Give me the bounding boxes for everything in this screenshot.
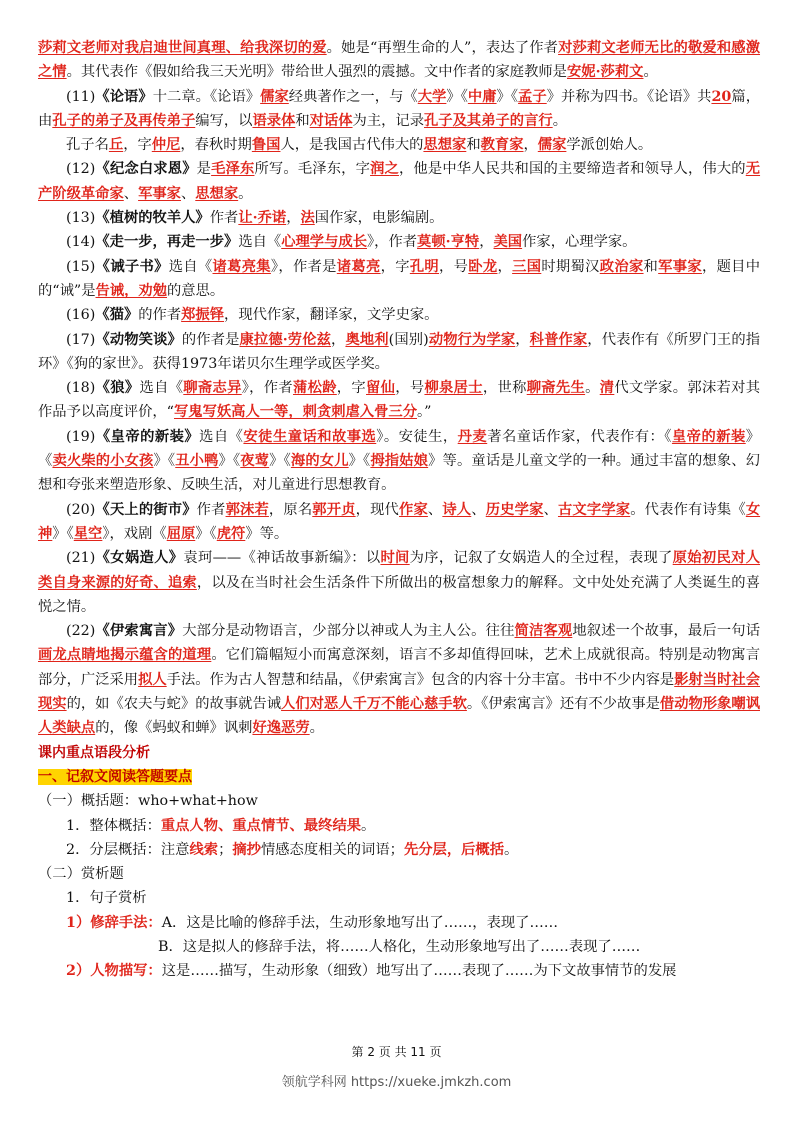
emphasized-text: 丑小鸭 [175, 453, 219, 470]
emphasized-text: 思想家 [195, 185, 239, 202]
emphasized-text: 《动物笑谈》 [95, 331, 182, 348]
emphasized-text: 教育家 [480, 137, 524, 154]
body-text: 这是……描写，生动形象（细致）地写出了……表现了……为下文故事情节的发展 [161, 963, 677, 980]
emphasized-text: 时间 [380, 550, 410, 567]
emphasized-text: 《皇帝的新装》 [95, 428, 200, 445]
body-text: 课内重点语段分析 [38, 744, 150, 761]
body-text: 》等。 [245, 525, 289, 542]
emphasized-text: 聊斋志异 [183, 380, 242, 397]
body-text: ，现代作家，翻译家，文学史家。 [224, 307, 439, 324]
body-text: 的作者是 [181, 331, 240, 348]
body-text: (13) [66, 210, 96, 227]
body-text: 》等。童话是儿童文学的一种。通过丰富的想象、幻想和夸张来塑造形象、反映生活，对儿童进行思想教育。 [38, 453, 761, 494]
emphasized-text: 拇指姑娘 [370, 453, 429, 470]
body-text: ，号 [395, 380, 425, 397]
footer-watermark: 领航学科网 https://xueke.jmkzh.com [281, 1075, 512, 1090]
paragraph [38, 328, 760, 377]
emphasized-text: 中庸 [467, 88, 497, 105]
paragraph [38, 376, 760, 425]
paragraph [38, 85, 760, 134]
body-text: ，号 [439, 258, 469, 275]
emphasized-text: 动物行为学家 [428, 331, 516, 348]
emphasized-text: 法 [300, 210, 315, 227]
body-text: 和 [466, 137, 481, 154]
body-text: 》《 [195, 525, 217, 542]
document-body [38, 36, 760, 984]
body-text: ，字 [123, 137, 152, 154]
body-text: 、 [180, 185, 196, 202]
emphasized-text: 军事家 [138, 185, 181, 202]
emphasized-text: 鲁国 [251, 137, 281, 154]
emphasized-text: 无产阶级革命家 [38, 161, 761, 202]
body-text: ，字 [380, 258, 410, 275]
body-text: 情感态度相关的词语； [260, 841, 404, 858]
paragraph [38, 838, 760, 862]
emphasized-text: 历史学家 [485, 501, 544, 518]
body-text: 作家，心理学家。 [522, 234, 637, 251]
emphasized-text: 20 [711, 88, 732, 105]
emphasized-text: 三国 [512, 258, 542, 275]
paragraph [38, 619, 760, 740]
body-text: 》《 [269, 453, 291, 470]
emphasized-text: 丘 [108, 137, 124, 154]
body-text: 选自《 [139, 380, 184, 397]
paragraph [38, 935, 760, 959]
body-text: (15) [66, 258, 96, 275]
body-text: 和 [295, 112, 310, 129]
emphasized-text: 蒲松龄 [292, 380, 337, 397]
emphasized-text: 重点人物、重点情节、最终结果 [160, 817, 362, 834]
body-text: 。” [417, 404, 432, 421]
body-text: 的意思。 [167, 282, 225, 299]
emphasized-text: 郭开贞 [312, 501, 356, 518]
paragraph [38, 789, 760, 813]
emphasized-text: 毛泽东 [211, 161, 255, 178]
body-text: 。她是“再塑生命的人”，表达了作者 [326, 40, 559, 56]
emphasized-text: 告诫，劝勉 [95, 282, 167, 299]
emphasized-text: 心理学与成长 [281, 234, 367, 251]
body-text: 国作家，电影编剧。 [314, 210, 444, 227]
emphasized-text: 线索 [189, 841, 219, 858]
emphasized-text: 军事家 [658, 258, 702, 275]
emphasized-text: 虎符 [216, 525, 246, 542]
body-text: 的，像《蚂蚁和蝉》讽刺 [95, 720, 253, 737]
emphasized-text: 柳泉居士 [424, 380, 483, 397]
emphasized-text: 《狼》 [95, 380, 140, 397]
paragraph [38, 814, 760, 838]
body-text: (18) [66, 380, 96, 397]
emphasized-text: 写鬼写妖高人一等，刺贪刺虐入骨三分 [173, 404, 418, 421]
emphasized-text: 《伊索寓言》 [95, 623, 183, 640]
body-text: 》并称为四书。《论语》共 [546, 88, 712, 105]
emphasized-text: 古文字学家 [557, 501, 631, 518]
paragraph [38, 498, 760, 547]
body-text: ， [331, 331, 346, 348]
body-text: 经典著作之一，与《 [288, 88, 418, 105]
emphasized-text: 诸葛亮 [336, 258, 381, 275]
emphasized-text: 影射当时社会现实 [38, 671, 760, 713]
emphasized-text: 一、记叙文阅读答题要点 [38, 768, 192, 785]
emphasized-text: 语录体 [252, 112, 296, 129]
body-text: 和 [643, 258, 659, 275]
emphasized-text: 拟人 [138, 671, 167, 688]
body-text: (12) [66, 161, 96, 178]
emphasized-text: 屈原 [166, 525, 196, 542]
emphasized-text: 原始初民对人类自身来源的好奇、追索 [38, 550, 761, 591]
body-text: 学派创始人。 [566, 137, 653, 154]
emphasized-text: 大学 [417, 88, 447, 105]
emphasized-text: 星空 [73, 525, 103, 542]
paragraph [38, 911, 760, 935]
emphasized-text: 孔子及其弟子的言行 [424, 112, 553, 129]
body-text: ，原名 [268, 501, 313, 518]
emphasized-text: 简洁客观 [514, 623, 573, 640]
emphasized-text: 卧龙 [468, 258, 498, 275]
emphasized-text: 儒家 [537, 137, 567, 154]
body-text: 选自《 [238, 234, 282, 251]
body-text: ，代表作有《所罗门王的指环》《狗的家世》。获得1973年诺贝尔生理学或医学奖。 [38, 331, 761, 372]
body-text: 。 [361, 817, 376, 834]
body-text: 》《 [496, 88, 519, 105]
body-text: （一）概括题：who+what+how [38, 793, 258, 810]
body-text: ； [218, 841, 233, 858]
emphasized-text: 仲尼 [151, 137, 181, 154]
body-text: (国别) [388, 331, 429, 348]
body-text: (22) [66, 623, 96, 640]
emphasized-text: 诸葛亮集 [212, 258, 271, 275]
body-text: 1．句子赏析 [66, 890, 147, 907]
emphasized-text: 诗人 [442, 501, 472, 518]
body-text: 编写，以 [195, 112, 253, 129]
body-text: 袁珂——《神话故事新编》：以 [183, 550, 381, 567]
body-text: 。 [643, 64, 658, 81]
emphasized-text: 莫顿·亨特 [417, 234, 480, 251]
body-text: 》。安徒生， [376, 428, 458, 445]
paragraph [38, 886, 760, 910]
body-text: ， [286, 210, 301, 227]
emphasized-text: 清 [599, 380, 615, 397]
body-text: 。其代表作《假如给我三天光明》带给世人强烈的震撼。文中作者的家庭教师是 [66, 64, 567, 81]
emphasized-text: 莎莉文老师对我启迪世间真理、给我深切的爱 [38, 40, 327, 56]
emphasized-text: 《天上的街市》 [95, 501, 197, 518]
emphasized-text: 作家 [399, 501, 428, 518]
body-text: 。《伊索寓言》还有不少故事是 [466, 696, 660, 713]
body-text: ， [479, 234, 494, 251]
emphasized-text: 夜莺 [240, 453, 270, 470]
body-text: A．这是比喻的修辞手法，生动形象地写出了……，表现了…… [161, 914, 559, 931]
body-text: (19) [66, 428, 96, 445]
body-text: 选自《 [168, 258, 213, 275]
emphasized-text: 郑振铎 [181, 307, 225, 324]
body-text: 。它们篇幅短小而寓意深刻，语言不多却值得回味，艺术上成就很高。特别是动物寓言部分，广泛采用 [38, 647, 761, 688]
body-text: 》《 [446, 88, 468, 105]
body-text: 。 [309, 720, 324, 737]
emphasized-text: 润之 [370, 161, 399, 178]
body-text: （二）赏析题 [38, 866, 124, 883]
body-text: 选自《 [199, 428, 244, 445]
body-text: 、 [123, 185, 139, 202]
paragraph [38, 303, 760, 327]
body-text: 是 [196, 161, 212, 178]
body-text: 代文学家。郭沫若对其作品予以高度评价，“ [38, 380, 761, 421]
paragraph [38, 741, 760, 765]
emphasized-text: 《诫子书》 [95, 258, 169, 275]
emphasized-text: 孔子的弟子及再传弟子 [52, 112, 196, 129]
emphasized-text: 科普作家 [529, 331, 588, 348]
body-text: 大部分是动物语言，少部分以神或人为主人公。往往 [182, 623, 515, 640]
body-text: 的，如《农夫与蛇》的故事就告诫 [66, 696, 282, 713]
body-text: (20) [66, 501, 96, 518]
body-text: ，他是中华人民共和国的主要缔造者和领导人，伟大的 [398, 161, 746, 178]
body-text: 作者 [196, 501, 226, 518]
body-text: 。 [504, 841, 519, 858]
emphasized-text: 借动物形象嘲讽人类缺点 [38, 696, 760, 737]
body-text: 》《 [153, 453, 176, 470]
emphasized-text: 留仙 [366, 380, 396, 397]
body-text: 》《 [38, 428, 761, 470]
emphasized-text: 安妮·莎莉文 [566, 64, 644, 81]
paragraph [38, 133, 760, 157]
emphasized-text: 卖火柴的小女孩 [52, 453, 154, 470]
body-text: 。 [552, 112, 567, 129]
body-text: 著名童话作家，代表作有：《 [487, 428, 672, 445]
body-text: ， [497, 258, 513, 275]
body-text: 》《 [348, 453, 371, 470]
paragraph [38, 206, 760, 230]
emphasized-text: 对话体 [309, 112, 353, 129]
paragraph [38, 36, 760, 85]
body-text: ，现代 [355, 501, 399, 518]
emphasized-text: 郭沫若 [225, 501, 269, 518]
body-text: 1．整体概括： [66, 817, 161, 834]
body-text: ，春秋时期 [180, 137, 252, 154]
emphasized-text: 《走一步，再走一步》 [95, 234, 239, 251]
emphasized-text: 对莎莉文老师无比的敬爱和感激之情 [38, 40, 761, 81]
body-text: (11) [66, 88, 96, 105]
body-text: ，以及在当时社会生活条件下所做出的极富想象力的解释。文中处处充满了人类诞生的喜悦之情。 [38, 574, 760, 615]
emphasized-text: 奥地利 [345, 331, 389, 348]
body-text: 手法。作为古人智慧和结晶，《伊索寓言》包含的内容十分丰富。书中不少内容是 [166, 671, 675, 688]
body-text: ， [523, 137, 538, 154]
paragraph [38, 255, 760, 304]
paragraph [38, 765, 760, 789]
paragraph [38, 862, 760, 886]
emphasized-text: 《植树的牧羊人》 [95, 210, 210, 227]
body-text: (21) [66, 550, 96, 567]
body-text: 为主，记录 [352, 112, 425, 129]
emphasized-text: 人们对恶人千万不能心慈手软 [281, 696, 467, 713]
emphasized-text: 美国 [493, 234, 523, 251]
body-text: (16) [66, 307, 96, 324]
body-text: 、 [427, 501, 443, 518]
body-text: 作者 [209, 210, 239, 227]
emphasized-text: 摘抄 [232, 841, 261, 858]
body-text: 、 [543, 501, 558, 518]
body-text: 》，作者 [367, 234, 418, 251]
page-number: 第 2 页 共 11 页 [351, 1045, 442, 1059]
body-text: 篇，由 [38, 88, 761, 129]
body-text: 。 [585, 380, 600, 397]
emphasized-text: 政治家 [599, 258, 644, 275]
body-text: 》《 [52, 525, 74, 542]
emphasized-text: 康拉德·劳伦兹 [239, 331, 332, 348]
emphasized-text: 画龙点睛地揭示蕴含的道理 [38, 647, 212, 664]
body-text: 十二章。《论语》 [152, 88, 261, 105]
emphasized-text: 安徒生童话和故事选 [243, 428, 377, 445]
emphasized-text: 聊斋先生 [526, 380, 586, 397]
emphasized-text: 丹麦 [457, 428, 488, 445]
body-text: ， [515, 331, 530, 348]
body-text: 2．分层概括：注意 [66, 841, 190, 858]
body-text: 的作者 [138, 307, 182, 324]
body-text: ，题目中的“诫”是 [38, 258, 761, 299]
body-text: 地叙述一个故事，最后一句话 [572, 623, 761, 640]
emphasized-text: 《猫》 [95, 307, 139, 324]
emphasized-text: 儒家 [260, 88, 289, 105]
body-text: (14) [66, 234, 96, 251]
paragraph [38, 157, 760, 206]
body-text: (17) [66, 331, 96, 348]
body-text: 人，是我国古代伟大的 [280, 137, 424, 154]
body-text: 孔子名 [66, 137, 109, 154]
body-text: 》，戏剧《 [102, 525, 167, 542]
body-text: 为序，记叙了女娲造人的全过程，表现了 [409, 550, 673, 567]
emphasized-text: 1）修辞手法： [66, 914, 162, 931]
emphasized-text: 皇帝的新装 [671, 428, 746, 445]
emphasized-text: 海的女儿 [290, 453, 349, 470]
body-text: 。代表作有诗集《 [630, 501, 746, 518]
emphasized-text: 孔明 [409, 258, 440, 275]
body-text: 时期蜀汉 [541, 258, 600, 275]
emphasized-text: 《纪念白求恩》 [95, 161, 197, 178]
body-text: B．这是拟人的修辞手法，将……人格化，生动形象地写出了……表现了…… [158, 938, 641, 955]
body-text: 、 [471, 501, 486, 518]
emphasized-text: 思想家 [423, 137, 467, 154]
emphasized-text: 好逸恶劳 [252, 720, 310, 737]
paragraph [38, 425, 760, 498]
paragraph [38, 230, 760, 254]
body-text: ，世称 [482, 380, 527, 397]
body-text: 。 [238, 185, 253, 202]
emphasized-text: 《论语》 [95, 88, 153, 105]
paragraph [38, 546, 760, 619]
emphasized-text: 让·乔诺 [238, 210, 287, 227]
body-text: 》《 [218, 453, 241, 470]
body-text: ，字 [336, 380, 367, 397]
emphasized-text: 2）人物描写： [66, 963, 162, 980]
emphasized-text: 《女娲造人》 [95, 550, 184, 567]
emphasized-text: 孟子 [518, 88, 547, 105]
body-text: 所写。毛泽东，字 [254, 161, 371, 178]
emphasized-text: 先分层，后概括 [403, 841, 505, 858]
body-text: 》，作者是 [270, 258, 337, 275]
body-text: 》，作者 [241, 380, 293, 397]
emphasized-text: 女神 [38, 501, 761, 542]
paragraph [38, 959, 760, 983]
